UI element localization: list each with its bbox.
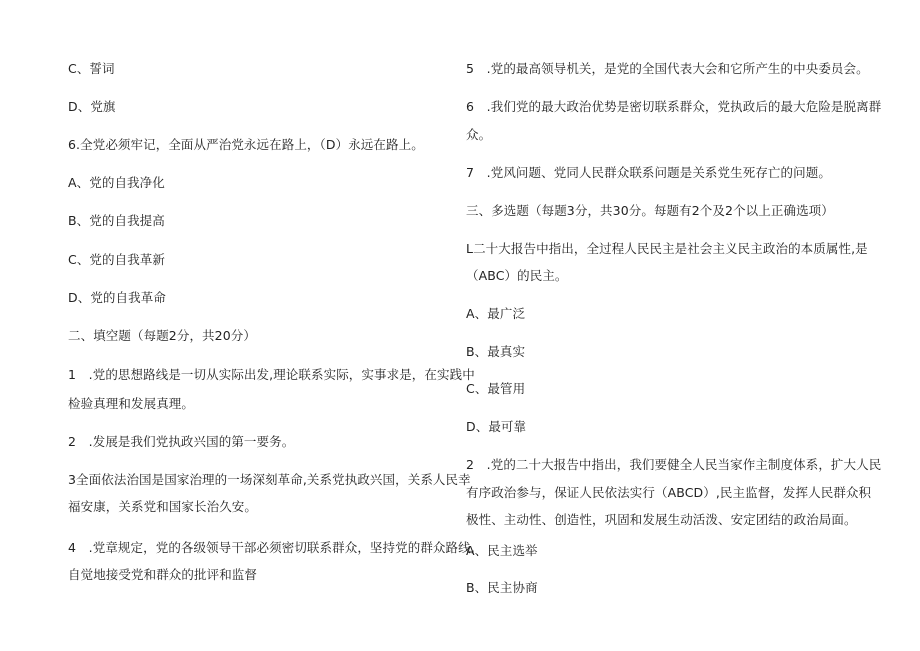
question-line: L二十大报告中指出，全过程人民民主是社会主义民主政治的本质属性,是 xyxy=(466,241,868,256)
section-heading: 二、填空题（每题2分，共20分） xyxy=(68,328,256,343)
question-line: 极性、主动性、创造性，巩固和发展生动活泼、安定团结的政治局面。 xyxy=(466,512,857,527)
option-line: C、最管用 xyxy=(466,381,526,396)
option-line: D、党的自我革命 xyxy=(68,290,166,305)
option-line: B、党的自我提高 xyxy=(68,213,165,228)
option-line: B、民主协商 xyxy=(466,580,538,595)
option-line: C、誓词 xyxy=(68,61,115,76)
question-line: 有序政治参与，保证人民依法实行（ABCD）,民主监督，发挥人民群众积 xyxy=(466,485,872,500)
question-line: 6 .我们党的最大政治优势是密切联系群众，党执政后的最大危险是脱离群 xyxy=(466,99,882,114)
question-line: 1 .党的思想路线是一切从实际出发,理论联系实际，实事求是，在实践中 xyxy=(68,367,475,382)
question-line: 众。 xyxy=(466,127,492,142)
question-line: 5 .党的最高领导机关，是党的全国代表大会和它所产生的中央委员会。 xyxy=(466,61,869,76)
question-line: 2 .发展是我们党执政兴国的第一要务。 xyxy=(68,434,295,449)
option-line: C、党的自我革新 xyxy=(68,252,166,267)
option-line: A、党的自我净化 xyxy=(68,175,165,190)
question-line: 福安康，关系党和国家长治久安。 xyxy=(68,499,258,514)
question-line: 检验真理和发展真理。 xyxy=(68,396,195,411)
question-line: 6.全党必须牢记，全面从严治党永远在路上，（D）永远在路上。 xyxy=(68,137,424,152)
option-line: D、最可靠 xyxy=(466,419,527,434)
question-line: 7 .党风问题、党同人民群众联系问题是关系党生死存亡的问题。 xyxy=(466,165,831,180)
question-line: 2 .党的二十大报告中指出，我们要健全人民当家作主制度体系，扩大人民 xyxy=(466,457,882,472)
question-line: （ABC）的民主。 xyxy=(466,268,568,283)
option-line: A、民主选举 xyxy=(466,543,538,558)
option-line: A、最广泛 xyxy=(466,306,526,321)
question-line: 4 .党章规定，党的各级领导干部必须密切联系群众，坚持党的群众路线, xyxy=(68,540,475,555)
option-line: B、最真实 xyxy=(466,344,526,359)
section-heading: 三、多选题（每题3分，共30分。每题有2个及2个以上正确选项） xyxy=(466,203,834,218)
question-line: 3全面依法治国是国家治理的一场深刻革命,关系党执政兴国，关系人民幸 xyxy=(68,472,471,487)
option-line: D、党旗 xyxy=(68,99,116,114)
question-line: 自觉地接受党和群众的批评和监督 xyxy=(68,567,258,582)
